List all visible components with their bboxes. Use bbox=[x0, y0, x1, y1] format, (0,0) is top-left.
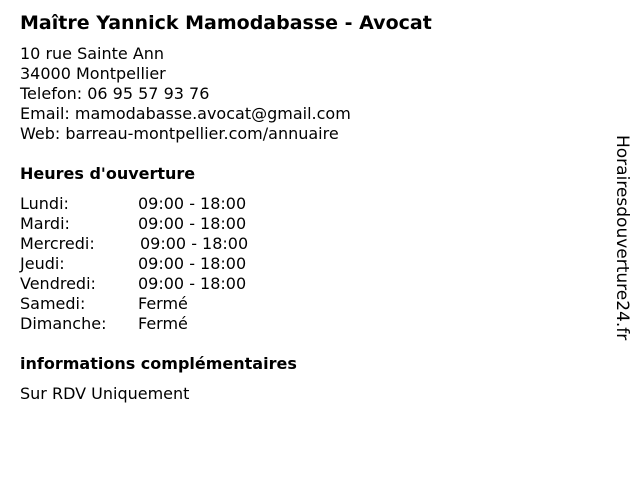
info-heading: informations complémentaires bbox=[20, 354, 297, 373]
day-hours: 09:00 - 18:00 bbox=[138, 194, 247, 213]
day-label: Jeudi: bbox=[20, 254, 65, 273]
city-address: 34000 Montpellier bbox=[20, 64, 166, 83]
watermark-text: Horairesdouverture24.fr bbox=[612, 135, 632, 341]
street-address: 10 rue Sainte Ann bbox=[20, 44, 165, 63]
day-label: Lundi: bbox=[20, 194, 69, 213]
phone-number: Telefon: 06 95 57 93 76 bbox=[20, 84, 210, 103]
day-hours: 09:00 - 18:00 bbox=[138, 254, 247, 273]
day-label: Samedi: bbox=[20, 294, 86, 313]
day-hours: 09:00 - 18:00 bbox=[138, 214, 247, 233]
day-hours: 09:00 - 18:00 bbox=[138, 274, 247, 293]
day-hours: 09:00 - 18:00 bbox=[140, 234, 249, 253]
contact-block bbox=[20, 44, 351, 144]
email-address: Email: mamodabasse.avocat@gmail.com bbox=[20, 104, 351, 123]
day-hours: Fermé bbox=[138, 314, 188, 333]
day-label: Vendredi: bbox=[20, 274, 96, 293]
hours-heading: Heures d'ouverture bbox=[20, 164, 196, 183]
day-label: Mercredi: bbox=[20, 234, 95, 253]
page-title: Maître Yannick Mamodabasse - Avocat bbox=[20, 12, 432, 34]
info-text: Sur RDV Uniquement bbox=[20, 384, 190, 403]
day-hours: Fermé bbox=[138, 294, 188, 313]
website: Web: barreau-montpellier.com/annuaire bbox=[20, 124, 339, 143]
day-label: Mardi: bbox=[20, 214, 70, 233]
day-label: Dimanche: bbox=[20, 314, 107, 333]
